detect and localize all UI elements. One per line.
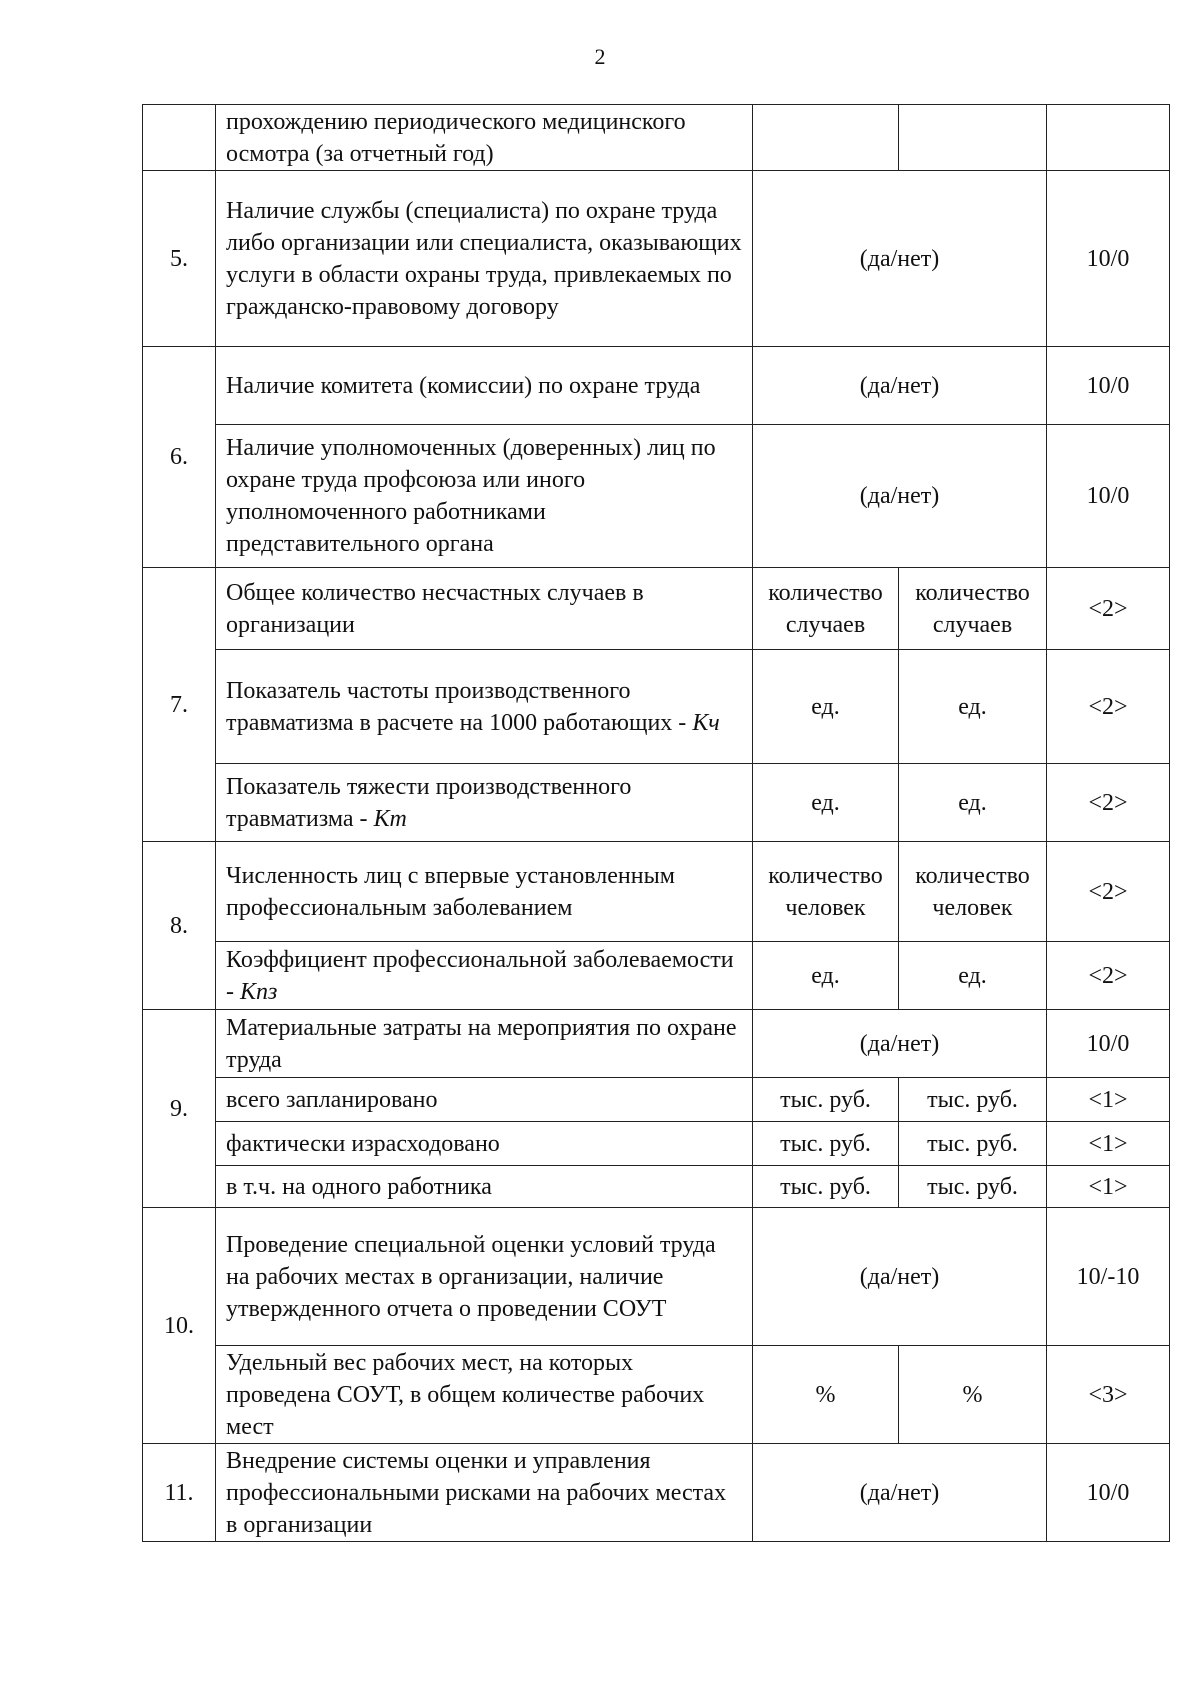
row-value-2: ед. <box>899 650 1047 764</box>
row-value-1: тыс. руб. <box>753 1166 899 1208</box>
table-row <box>143 105 1170 171</box>
row-value-1: количество случаев <box>753 568 899 650</box>
row-score: <1> <box>1047 1078 1170 1122</box>
row-variable: Кт <box>373 805 407 832</box>
row-value-2: тыс. руб. <box>899 1122 1047 1166</box>
row-variable: Кч <box>692 709 720 736</box>
row-number: 9. <box>143 1010 216 1208</box>
row-description-text: Показатель тяжести производственного травматизма - <box>226 773 632 832</box>
row-score: 10/0 <box>1047 1010 1170 1078</box>
row-value-1: тыс. руб. <box>753 1122 899 1166</box>
row-unit: (да/нет) <box>753 171 1047 347</box>
table-row <box>143 764 1170 842</box>
row-number: 11. <box>143 1444 216 1542</box>
indicators-table <box>142 104 1170 1542</box>
row-description: Удельный вес рабочих мест, на которых проведена СОУТ, в общем количестве рабочих мест <box>216 1346 753 1444</box>
row-value-1: ед. <box>753 764 899 842</box>
row-description-text: Показатель частоты производственного травматизма в расчете на 1000 работающих - <box>226 677 693 736</box>
row-value-2 <box>899 105 1047 171</box>
row-variable: Кпз <box>240 978 278 1005</box>
row-value-2: тыс. руб. <box>899 1078 1047 1122</box>
row-description: Наличие уполномоченных (доверенных) лиц по охране труда профсоюза или иного уполномоченного работниками представительного органа <box>216 425 753 568</box>
table-row <box>143 1208 1170 1346</box>
row-description: Наличие службы (специалиста) по охране труда либо организации или специалиста, оказывающих услуги в области охраны труда, привлекаемых по гражданско-правовому договору <box>216 171 753 347</box>
row-value-2: ед. <box>899 764 1047 842</box>
row-value-1: ед. <box>753 942 899 1010</box>
row-score: <1> <box>1047 1122 1170 1166</box>
row-value-2: количество человек <box>899 842 1047 942</box>
row-value-1: % <box>753 1346 899 1444</box>
row-description <box>216 764 753 842</box>
row-value-1: тыс. руб. <box>753 1078 899 1122</box>
row-value-1: количество человек <box>753 842 899 942</box>
row-number: 5. <box>143 171 216 347</box>
table-row <box>143 347 1170 425</box>
row-score: 10/0 <box>1047 171 1170 347</box>
row-description: Численность лиц с впервые установленным профессиональным заболеванием <box>216 842 753 942</box>
row-description-text: Коэффициент профессиональной заболеваемости - <box>226 946 734 1005</box>
row-number: 6. <box>143 347 216 568</box>
table-row <box>143 1078 1170 1122</box>
row-score: <2> <box>1047 764 1170 842</box>
row-score: 10/-10 <box>1047 1208 1170 1346</box>
row-score: <1> <box>1047 1166 1170 1208</box>
row-score: 10/0 <box>1047 347 1170 425</box>
table-row <box>143 842 1170 942</box>
row-score: <2> <box>1047 942 1170 1010</box>
row-number: 10. <box>143 1208 216 1444</box>
row-unit: (да/нет) <box>753 347 1047 425</box>
table-row <box>143 942 1170 1010</box>
table-row <box>143 1346 1170 1444</box>
table-row <box>143 1166 1170 1208</box>
row-description: фактически израсходовано <box>216 1122 753 1166</box>
row-description: всего запланировано <box>216 1078 753 1122</box>
row-description <box>216 650 753 764</box>
row-value-2: ед. <box>899 942 1047 1010</box>
row-number: 8. <box>143 842 216 1010</box>
row-description: Материальные затраты на мероприятия по охране труда <box>216 1010 753 1078</box>
table-row <box>143 171 1170 347</box>
table-row <box>143 650 1170 764</box>
table-row <box>143 568 1170 650</box>
row-description: прохождению периодического медицинского осмотра (за отчетный год) <box>216 105 753 171</box>
row-description: Наличие комитета (комиссии) по охране труда <box>216 347 753 425</box>
row-description: Общее количество несчастных случаев в организации <box>216 568 753 650</box>
row-score: 10/0 <box>1047 1444 1170 1542</box>
row-value-1: ед. <box>753 650 899 764</box>
row-number: 7. <box>143 568 216 842</box>
row-score: <3> <box>1047 1346 1170 1444</box>
row-score: <2> <box>1047 842 1170 942</box>
row-score: <2> <box>1047 568 1170 650</box>
row-value-2: тыс. руб. <box>899 1166 1047 1208</box>
row-unit: (да/нет) <box>753 1208 1047 1346</box>
row-score: <2> <box>1047 650 1170 764</box>
row-score <box>1047 105 1170 171</box>
row-value-1 <box>753 105 899 171</box>
row-number <box>143 105 216 171</box>
row-description <box>216 942 753 1010</box>
row-value-2: количество случаев <box>899 568 1047 650</box>
page-number: 2 <box>594 44 606 69</box>
table-row <box>143 1444 1170 1542</box>
table-row <box>143 425 1170 568</box>
row-value-2: % <box>899 1346 1047 1444</box>
row-description: Внедрение системы оценки и управления профессиональными рисками на рабочих местах в организации <box>216 1444 753 1542</box>
row-description: в т.ч. на одного работника <box>216 1166 753 1208</box>
row-score: 10/0 <box>1047 425 1170 568</box>
table-row <box>143 1010 1170 1078</box>
row-unit: (да/нет) <box>753 1444 1047 1542</box>
table-row <box>143 1122 1170 1166</box>
row-unit: (да/нет) <box>753 425 1047 568</box>
row-description: Проведение специальной оценки условий труда на рабочих местах в организации, наличие утвержденного отчета о проведении СОУТ <box>216 1208 753 1346</box>
row-unit: (да/нет) <box>753 1010 1047 1078</box>
